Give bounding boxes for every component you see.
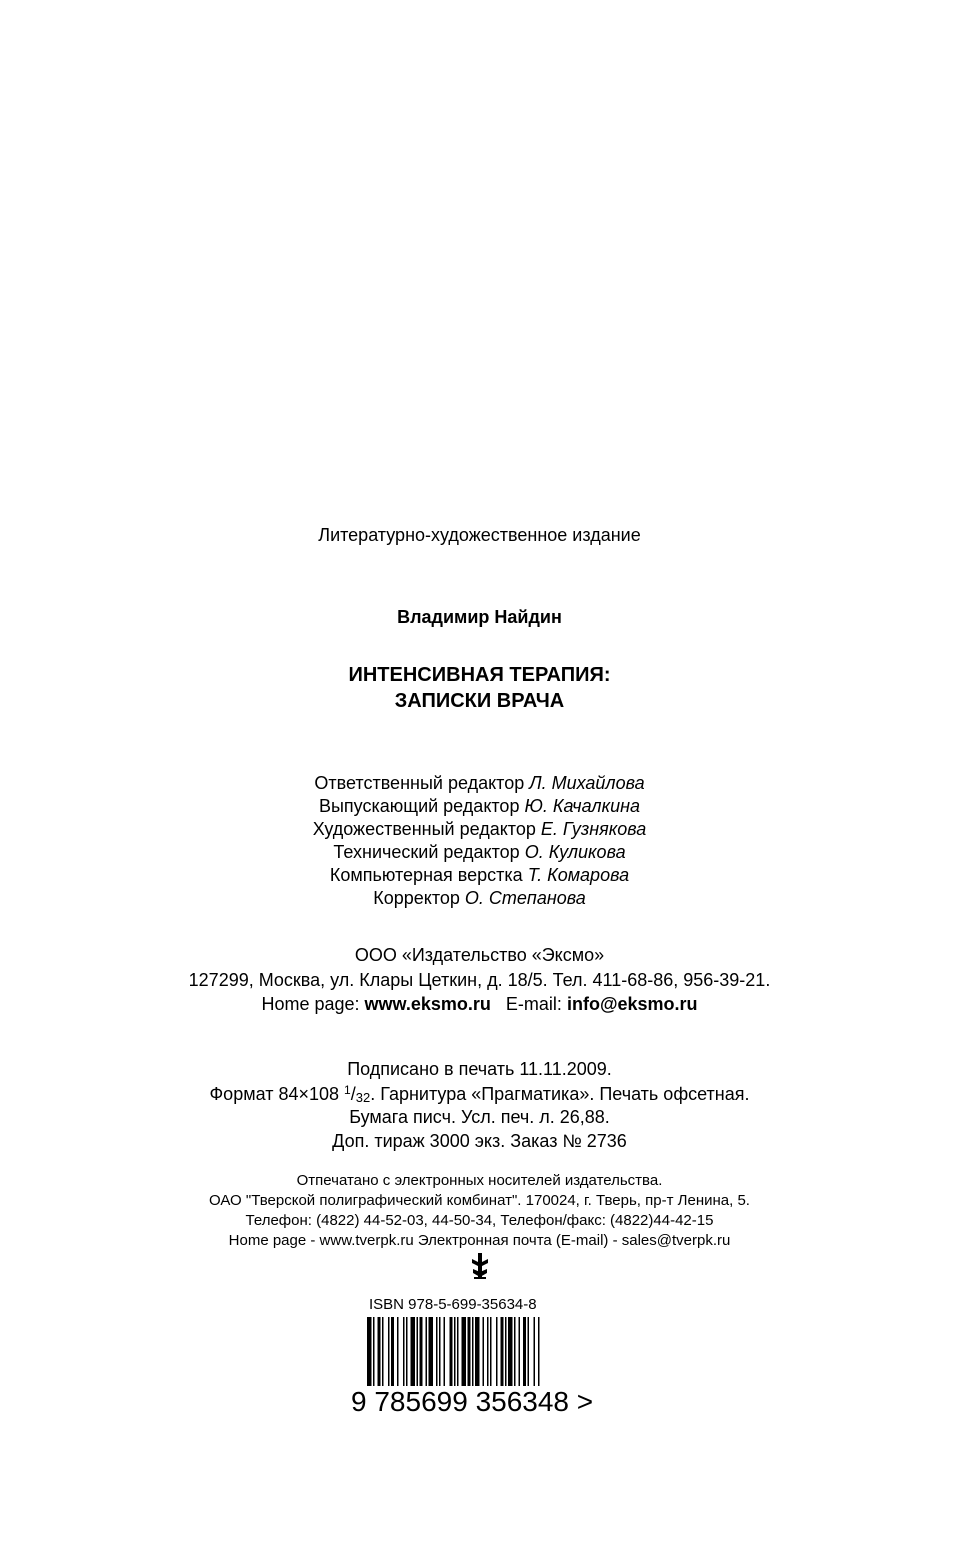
email-link[interactable]: info@eksmo.ru bbox=[566, 994, 698, 1014]
credit-name: Л. Михайлова bbox=[529, 773, 645, 793]
publisher-name: ООО «Издательство «Эксмо» bbox=[354, 945, 605, 965]
book-title-line-1: ИНТЕНСИВНАЯ ТЕРАПИЯ: bbox=[348, 664, 611, 686]
printer-line-1: Отпечатано с электронных носителей издательства. bbox=[296, 1172, 663, 1189]
format-fraction-denominator: 32 bbox=[355, 1090, 371, 1105]
barcode bbox=[365, 1317, 595, 1395]
credit-name: О. Куликова bbox=[524, 842, 626, 862]
credit-line bbox=[0, 796, 959, 817]
format-suffix: . Гарнитура «Прагматика». Печать офсетная. bbox=[370, 1084, 750, 1104]
email-label: E-mail: bbox=[505, 994, 562, 1014]
credit-line bbox=[0, 842, 959, 863]
credit-role: Ответственный редактор bbox=[314, 773, 525, 793]
home-page-link[interactable]: www.eksmo.ru bbox=[364, 994, 491, 1014]
signed-date: Подписано в печать 11.11.2009. bbox=[347, 1059, 612, 1079]
credit-role: Художественный редактор bbox=[312, 819, 536, 839]
format-prefix: Формат 84×108 bbox=[209, 1084, 340, 1104]
printer-line-3: Телефон: (4822) 44-52-03, 44-50-34, Телефон/факс: (4822)44-42-15 bbox=[245, 1212, 714, 1229]
paper-line: Бумага писч. Усл. печ. л. 26,88. bbox=[349, 1107, 610, 1127]
format-line: Формат 84×108 $^1/_{32}$. Гарнитура «Прагматика». Печать офсетная. bbox=[209, 1083, 750, 1105]
home-page-label: Home page: bbox=[261, 994, 360, 1014]
credit-role: Выпускающий редактор bbox=[318, 796, 520, 816]
publisher-contacts bbox=[0, 994, 959, 1015]
printer-line-4: Home page - www.tverpk.ru Электронная почта (E-mail) - sales@tverpk.ru bbox=[228, 1232, 731, 1249]
credit-name: О. Степанова bbox=[464, 888, 586, 908]
isbn-number: ISBN 978-5-699-35634-8 bbox=[369, 1296, 537, 1313]
book-title-line-2: ЗАПИСКИ ВРАЧА bbox=[394, 690, 565, 712]
credit-line bbox=[0, 888, 959, 909]
credit-role: Технический редактор bbox=[333, 842, 520, 862]
credit-name: Е. Гузнякова bbox=[540, 819, 647, 839]
credit-line bbox=[0, 773, 959, 794]
publisher-logo-icon bbox=[470, 1253, 490, 1279]
format-fraction-numerator: 1 bbox=[344, 1083, 351, 1097]
print-run-line: Доп. тираж 3000 экз. Заказ № 2736 bbox=[332, 1131, 627, 1151]
publisher-address: 127299, Москва, ул. Клары Цеткин, д. 18/5. Тел. 411-68-86, 956-39-21. bbox=[188, 970, 771, 990]
credit-line bbox=[0, 865, 959, 886]
credit-name: Ю. Качалкина bbox=[524, 796, 641, 816]
credit-line bbox=[0, 819, 959, 840]
edition-type: Литературно-художественное издание bbox=[318, 525, 641, 545]
credit-name: Т. Комарова bbox=[527, 865, 630, 885]
printer-line-2: ОАО "Тверской полиграфический комбинат". 170024, г. Тверь, пр-т Ленина, 5. bbox=[209, 1192, 750, 1209]
barcode-digits: 9 785699 356348 > bbox=[351, 1386, 594, 1417]
author-name: Владимир Найдин bbox=[397, 607, 562, 627]
credit-role: Компьютерная верстка bbox=[329, 865, 528, 885]
credit-role: Корректор bbox=[373, 888, 460, 908]
